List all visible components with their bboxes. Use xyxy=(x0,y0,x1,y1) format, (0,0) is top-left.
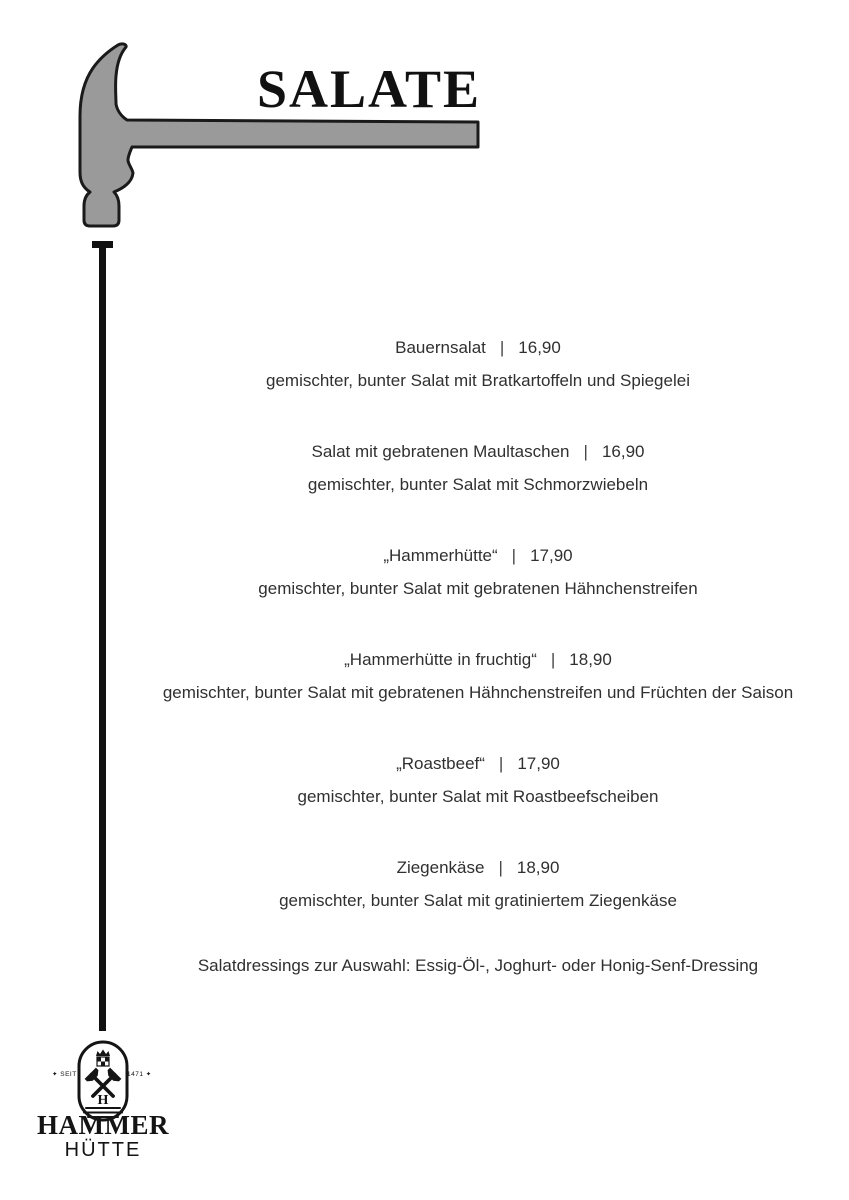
menu-item xyxy=(107,337,849,391)
item-description: gemischter, bunter Salat mit gebratenen Hähnchenstreifen und Früchten der Saison xyxy=(162,683,794,702)
item-head xyxy=(107,753,849,774)
item-head xyxy=(107,649,849,670)
item-name: Bauernsalat xyxy=(395,338,486,357)
item-name: „Hammerhütte in fruchtig“ xyxy=(344,650,537,669)
item-head xyxy=(107,337,849,358)
item-price: 17,90 xyxy=(530,546,573,565)
logo-name-huette: HÜTTE xyxy=(64,1139,142,1161)
item-name: Salat mit gebratenen Maultaschen xyxy=(311,442,570,461)
price-separator: | xyxy=(583,442,588,461)
page-title: SALATE xyxy=(257,59,482,119)
logo-name-hammer: HAMMER xyxy=(37,1110,169,1140)
item-name: Ziegenkäse xyxy=(396,858,485,877)
menu-item xyxy=(107,753,849,807)
menu-item xyxy=(107,441,849,495)
item-price: 16,90 xyxy=(601,442,645,461)
item-description: gemischter, bunter Salat mit Bratkartoffeln und Spiegelei xyxy=(266,371,690,390)
item-description: gemischter, bunter Salat mit gratiniertem Ziegenkäse xyxy=(279,891,677,910)
dressing-footnote: Salatdressings zur Auswahl: Essig-Öl-, Joghurt- oder Honig-Senf-Dressing xyxy=(197,956,759,975)
item-head xyxy=(107,545,849,566)
nail-shaft-graphic xyxy=(99,247,106,1031)
item-head xyxy=(107,441,849,462)
menu-item xyxy=(107,545,849,599)
price-separator: | xyxy=(550,650,556,669)
price-separator: | xyxy=(498,858,503,877)
item-price: 18,90 xyxy=(516,858,560,877)
item-price: 17,90 xyxy=(517,754,560,773)
item-head xyxy=(107,857,849,878)
item-name: „Roastbeef“ xyxy=(396,754,485,773)
seit-label: ✦ SEIT xyxy=(52,1071,77,1078)
item-price: 16,90 xyxy=(518,338,561,357)
menu-item xyxy=(107,649,849,703)
item-description: gemischter, bunter Salat mit gebratenen Hähnchenstreifen xyxy=(258,579,698,598)
item-name: „Hammerhütte“ xyxy=(383,546,498,565)
menu-list xyxy=(107,337,849,976)
item-price: 18,90 xyxy=(569,650,612,669)
year-label: 1471 ✦ xyxy=(127,1071,152,1078)
monogram-letter: H xyxy=(97,1093,109,1108)
price-separator: | xyxy=(498,754,504,773)
item-description: gemischter, bunter Salat mit Schmorzwiebeln xyxy=(307,475,649,494)
price-separator: | xyxy=(511,546,517,565)
item-description: gemischter, bunter Salat mit Roastbeefscheiben xyxy=(297,787,659,806)
menu-item xyxy=(107,857,849,911)
price-separator: | xyxy=(499,338,505,357)
